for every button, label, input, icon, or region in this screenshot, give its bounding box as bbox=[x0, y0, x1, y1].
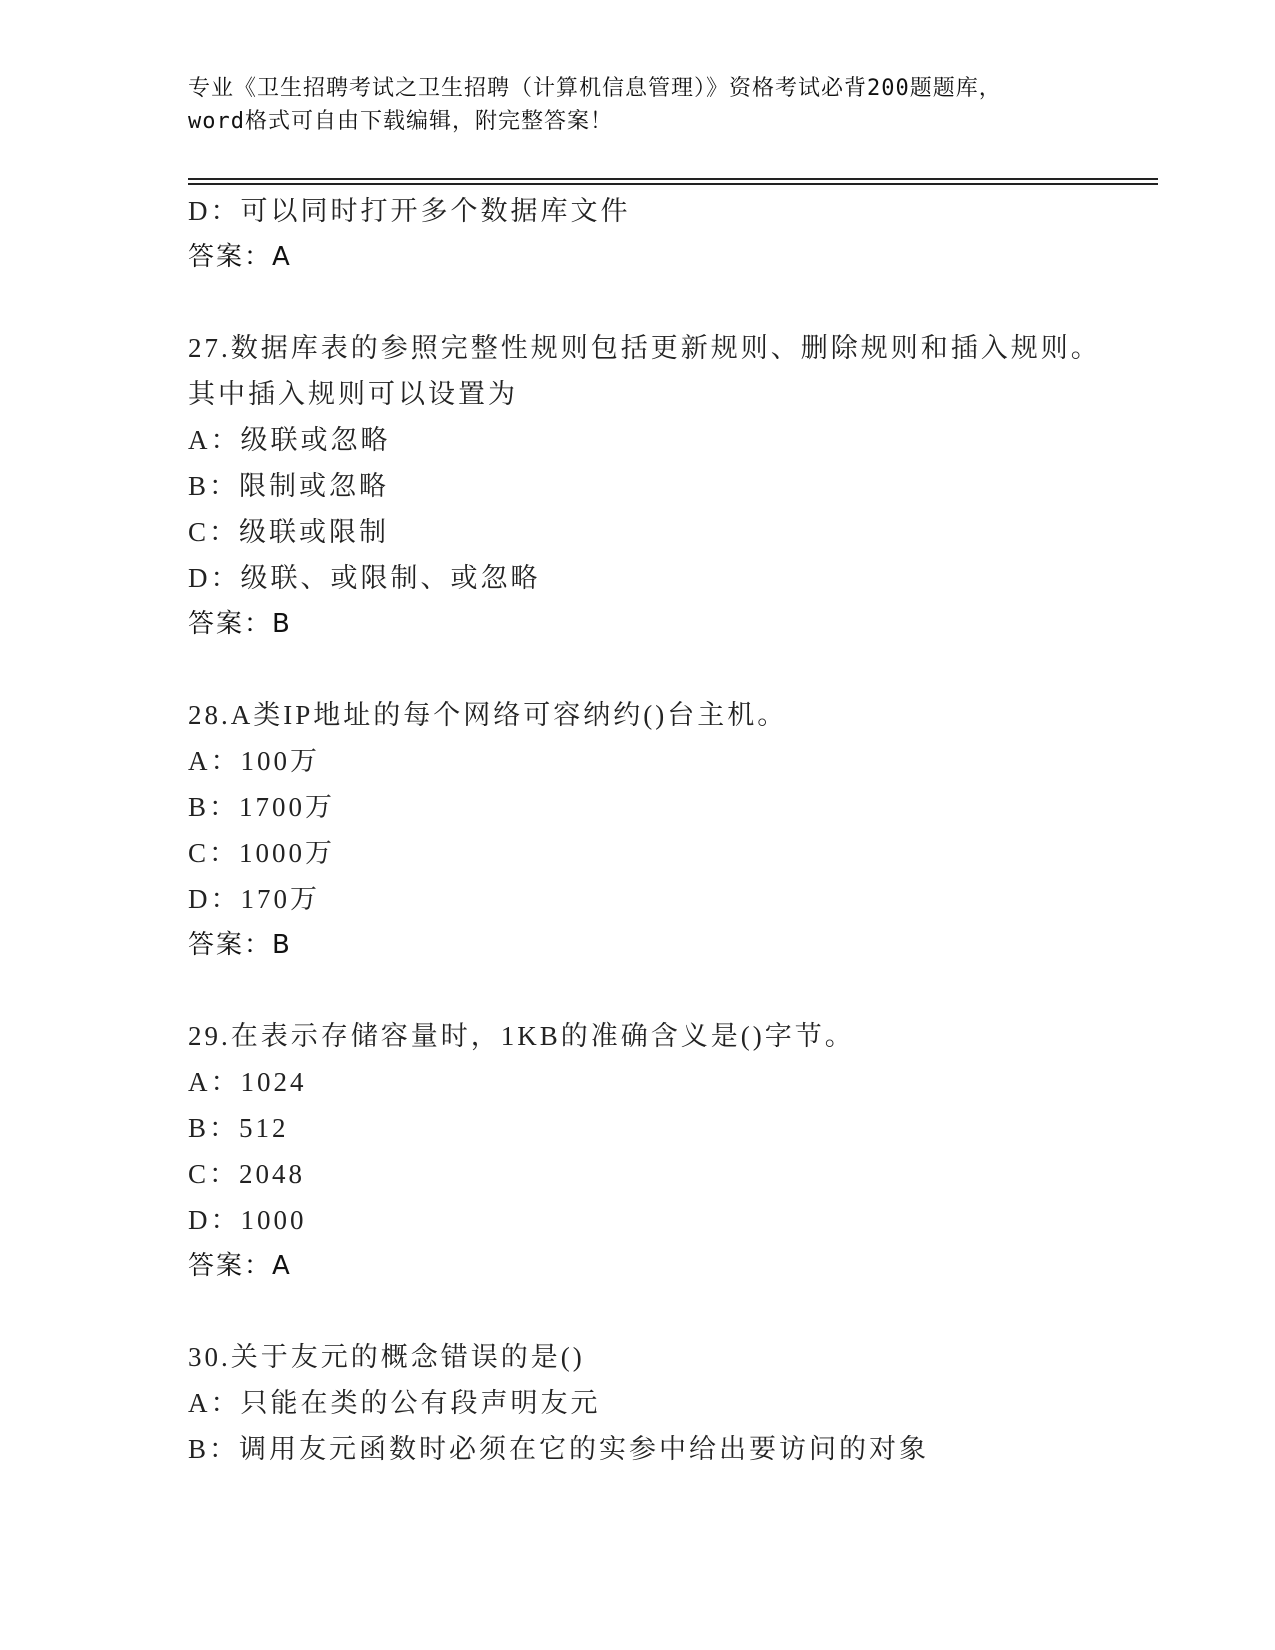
answer-line: 答案：A bbox=[188, 242, 292, 272]
option-d: D：170万 bbox=[188, 884, 320, 914]
question-list bbox=[188, 188, 1148, 1472]
answer-line: 答案：A bbox=[188, 1251, 292, 1281]
question-stem-continued: 其中插入规则可以设置为 bbox=[188, 379, 518, 409]
option-b: B：调用友元函数时必须在它的实参中给出要访问的对象 bbox=[188, 1434, 930, 1464]
option-a: A：100万 bbox=[188, 746, 320, 776]
option-d: D：1000 bbox=[188, 1205, 307, 1235]
question-block-29 bbox=[188, 1013, 1148, 1289]
question-stem: 27.数据库表的参照完整性规则包括更新规则、删除规则和插入规则。 bbox=[188, 333, 1101, 363]
spacer bbox=[188, 1289, 1148, 1334]
option-b: B：1700万 bbox=[188, 792, 336, 822]
option-b: B：512 bbox=[188, 1113, 289, 1143]
spacer bbox=[188, 280, 1148, 325]
answer-line: 答案：B bbox=[188, 930, 292, 960]
spacer bbox=[188, 647, 1148, 692]
question-block-27 bbox=[188, 325, 1148, 647]
question-stem: 28.A类IP地址的每个网络可容纳约()台主机。 bbox=[188, 700, 788, 730]
option-a: A：1024 bbox=[188, 1067, 307, 1097]
header-title-line-1: 专业《卫生招聘考试之卫生招聘（计算机信息管理）》资格考试必背200题题库， bbox=[188, 76, 1002, 101]
header-divider-top bbox=[188, 178, 1158, 180]
document-header bbox=[188, 72, 1108, 138]
option-d: D：级联、或限制、或忽略 bbox=[188, 563, 541, 593]
question-stem: 30.关于友元的概念错误的是() bbox=[188, 1342, 585, 1372]
option-b: B：限制或忽略 bbox=[188, 471, 390, 501]
option-a: A：只能在类的公有段声明友元 bbox=[188, 1388, 601, 1418]
header-title-line-2: word格式可自由下载编辑，附完整答案！ bbox=[188, 109, 613, 134]
answer-line: 答案：B bbox=[188, 609, 292, 639]
question-block-28 bbox=[188, 692, 1148, 968]
question-stem: 29.在表示存储容量时，1KB的准确含义是()字节。 bbox=[188, 1021, 855, 1051]
option-c: C：2048 bbox=[188, 1159, 306, 1189]
question-block-26 bbox=[188, 188, 1148, 280]
question-block-30 bbox=[188, 1334, 1148, 1472]
spacer bbox=[188, 968, 1148, 1013]
header-divider-bottom bbox=[188, 183, 1158, 185]
option-a: A：级联或忽略 bbox=[188, 425, 391, 455]
option-c: C：级联或限制 bbox=[188, 517, 390, 547]
option-c: C：1000万 bbox=[188, 838, 336, 868]
option-d: D：可以同时打开多个数据库文件 bbox=[188, 196, 631, 226]
